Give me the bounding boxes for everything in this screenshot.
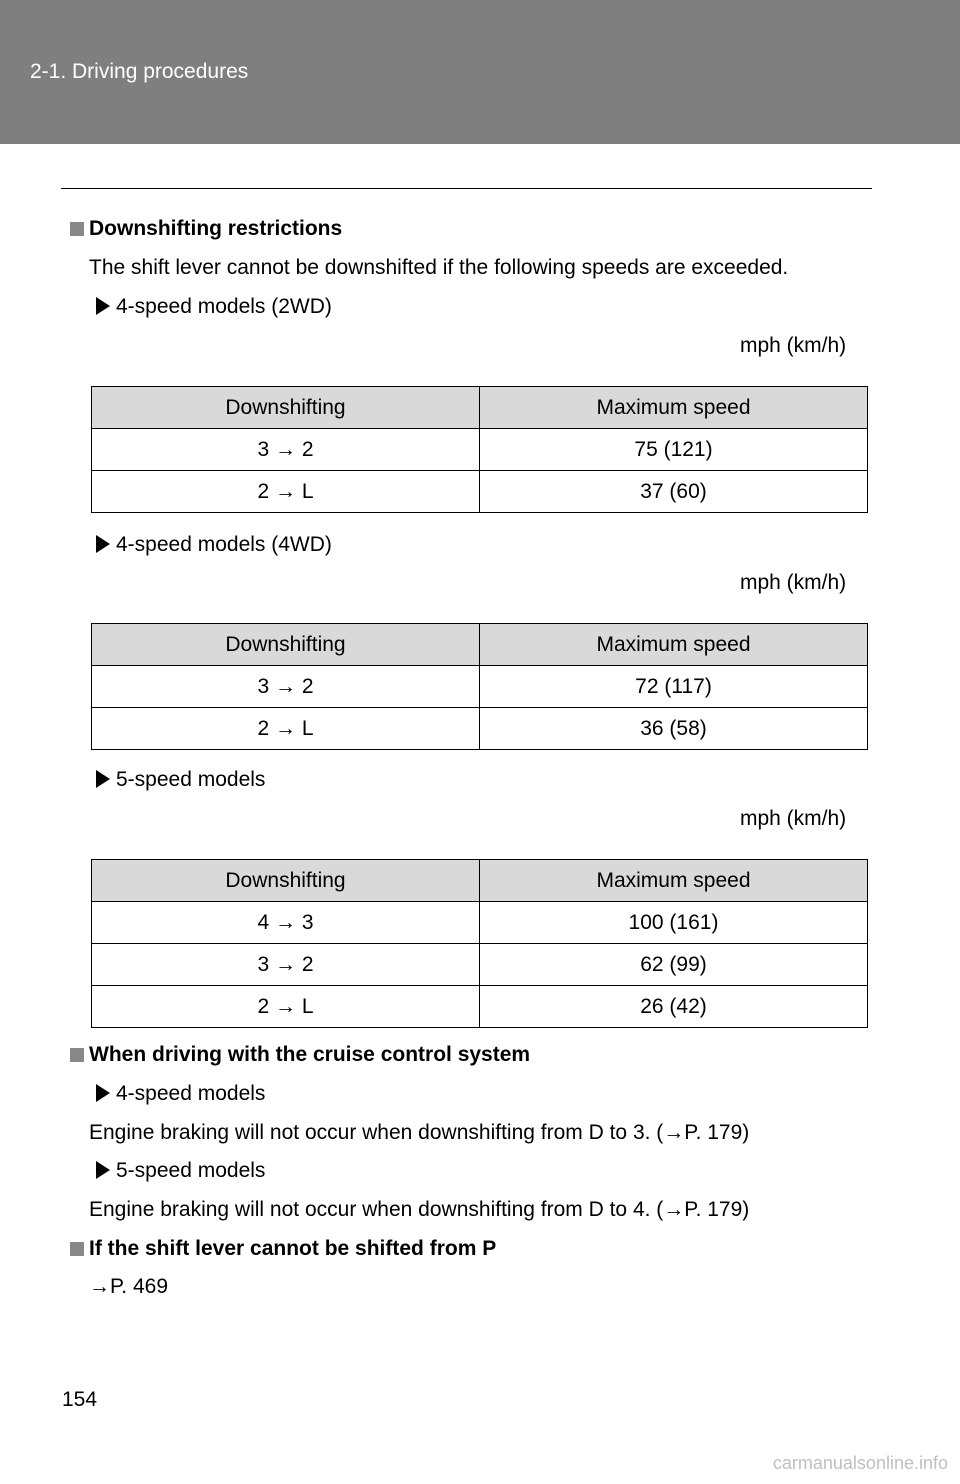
table-cell: 26 (42) bbox=[480, 986, 868, 1028]
column-header: Downshifting bbox=[92, 387, 480, 429]
table-row bbox=[92, 902, 868, 944]
bullet-arrow-icon bbox=[96, 1084, 110, 1102]
table-header-row bbox=[92, 387, 868, 429]
table-cell: 3 → 2 bbox=[92, 429, 480, 471]
column-header: Maximum speed bbox=[480, 860, 868, 902]
cruise-heading: When driving with the cruise control system bbox=[89, 1043, 531, 1066]
downshift-intro: The shift lever cannot be downshifted if the following speeds are exceeded. bbox=[89, 256, 789, 279]
unit-label: mph (km/h) bbox=[740, 334, 847, 357]
unit-label: mph (km/h) bbox=[740, 571, 847, 594]
table-row bbox=[92, 986, 868, 1028]
table-row bbox=[92, 429, 868, 471]
cruise-item-label: 4-speed models bbox=[116, 1082, 266, 1105]
table-cell: 2 → L bbox=[92, 708, 480, 750]
divider bbox=[61, 188, 872, 189]
table-cell: 3 → 2 bbox=[92, 944, 480, 986]
table-row bbox=[92, 708, 868, 750]
cruise-item-text: Engine braking will not occur when downshifting from D to 3. (→P. 179) bbox=[89, 1121, 750, 1144]
speed-table bbox=[91, 859, 868, 1028]
table-cell: 2 → L bbox=[92, 471, 480, 513]
table-cell: 3 → 2 bbox=[92, 666, 480, 708]
table-cell: 75 (121) bbox=[480, 429, 868, 471]
table-label: 4-speed models (2WD) bbox=[116, 295, 332, 318]
header-band bbox=[0, 0, 960, 144]
table-cell: 37 (60) bbox=[480, 471, 868, 513]
table-cell: 62 (99) bbox=[480, 944, 868, 986]
table-cell: 100 (161) bbox=[480, 902, 868, 944]
section-square-icon bbox=[70, 1242, 84, 1256]
downshift-heading: Downshifting restrictions bbox=[89, 217, 343, 240]
unit-label: mph (km/h) bbox=[740, 807, 847, 830]
table-cell: 4 → 3 bbox=[92, 902, 480, 944]
column-header: Downshifting bbox=[92, 624, 480, 666]
table-header-row bbox=[92, 624, 868, 666]
table-label: 4-speed models (4WD) bbox=[116, 533, 332, 556]
table-cell: 72 (117) bbox=[480, 666, 868, 708]
page-reference: →P. 469 bbox=[89, 1275, 169, 1298]
shift-p-heading: If the shift lever cannot be shifted from P bbox=[89, 1237, 497, 1260]
section-square-icon bbox=[70, 222, 84, 236]
watermark: carmanualsonline.info bbox=[772, 1453, 948, 1473]
table-row bbox=[92, 944, 868, 986]
column-header: Maximum speed bbox=[480, 624, 868, 666]
table-cell: 2 → L bbox=[92, 986, 480, 1028]
table-row bbox=[92, 666, 868, 708]
bullet-arrow-icon bbox=[96, 770, 110, 788]
cruise-item-text: Engine braking will not occur when downshifting from D to 4. (→P. 179) bbox=[89, 1198, 750, 1221]
section-square-icon bbox=[70, 1048, 84, 1062]
column-header: Downshifting bbox=[92, 860, 480, 902]
table-label: 5-speed models bbox=[116, 768, 266, 791]
column-header: Maximum speed bbox=[480, 387, 868, 429]
table-header-row bbox=[92, 860, 868, 902]
table-cell: 36 (58) bbox=[480, 708, 868, 750]
bullet-arrow-icon bbox=[96, 1161, 110, 1179]
speed-table bbox=[91, 386, 868, 513]
bullet-arrow-icon bbox=[96, 535, 110, 553]
page-number: 154 bbox=[62, 1388, 98, 1411]
cruise-item-label: 5-speed models bbox=[116, 1159, 266, 1182]
section-title: 2-1. Driving procedures bbox=[30, 60, 249, 83]
bullet-arrow-icon bbox=[96, 297, 110, 315]
speed-table bbox=[91, 623, 868, 750]
table-row bbox=[92, 471, 868, 513]
